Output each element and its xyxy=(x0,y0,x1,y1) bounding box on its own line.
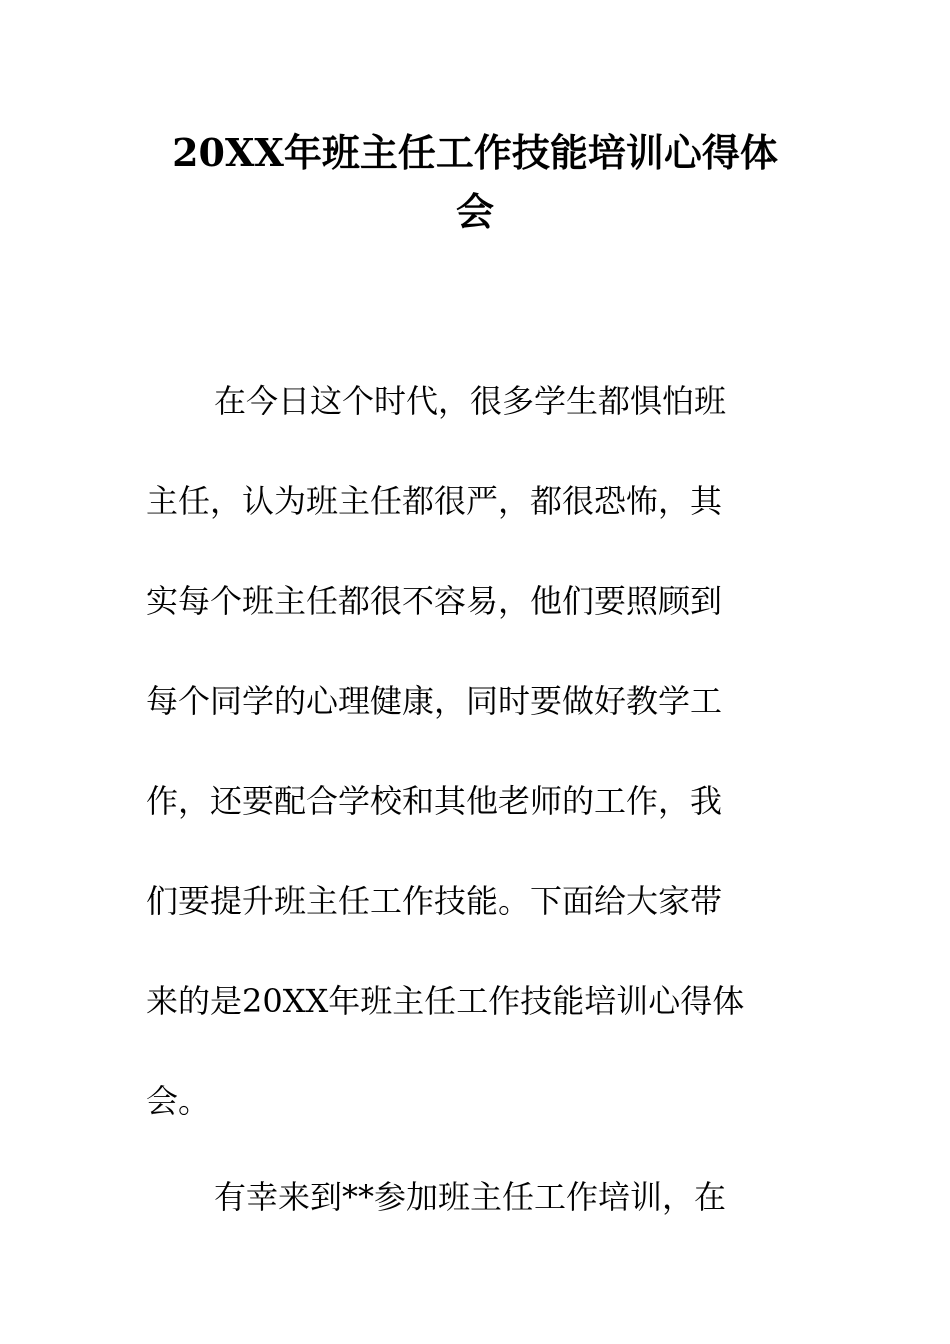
document-title-line-1: 20XX年班主任工作技能培训心得体 xyxy=(172,130,778,175)
paragraph-1-line-7: 来的是20XX年班主任工作技能培训心得体 xyxy=(146,982,745,1020)
paragraph-1-line-6: 们要提升班主任工作技能。下面给大家带 xyxy=(146,882,723,920)
paragraph-1-line-5: 作，还要配合学校和其他老师的工作，我 xyxy=(146,782,723,820)
document-title-line-2: 会 xyxy=(455,189,494,234)
paragraph-1-line-1: 在今日这个时代，很多学生都惧怕班 xyxy=(214,382,727,420)
paragraph-1-line-4: 每个同学的心理健康，同时要做好教学工 xyxy=(146,682,723,720)
paragraph-1-line-2: 主任，认为班主任都很严，都很恐怖，其 xyxy=(146,482,723,520)
paragraph-1-line-3: 实每个班主任都很不容易，他们要照顾到 xyxy=(146,582,723,620)
paragraph-2-line-1: 有幸来到**参加班主任工作培训，在 xyxy=(214,1178,727,1216)
paragraph-1-line-8: 会。 xyxy=(146,1082,211,1120)
